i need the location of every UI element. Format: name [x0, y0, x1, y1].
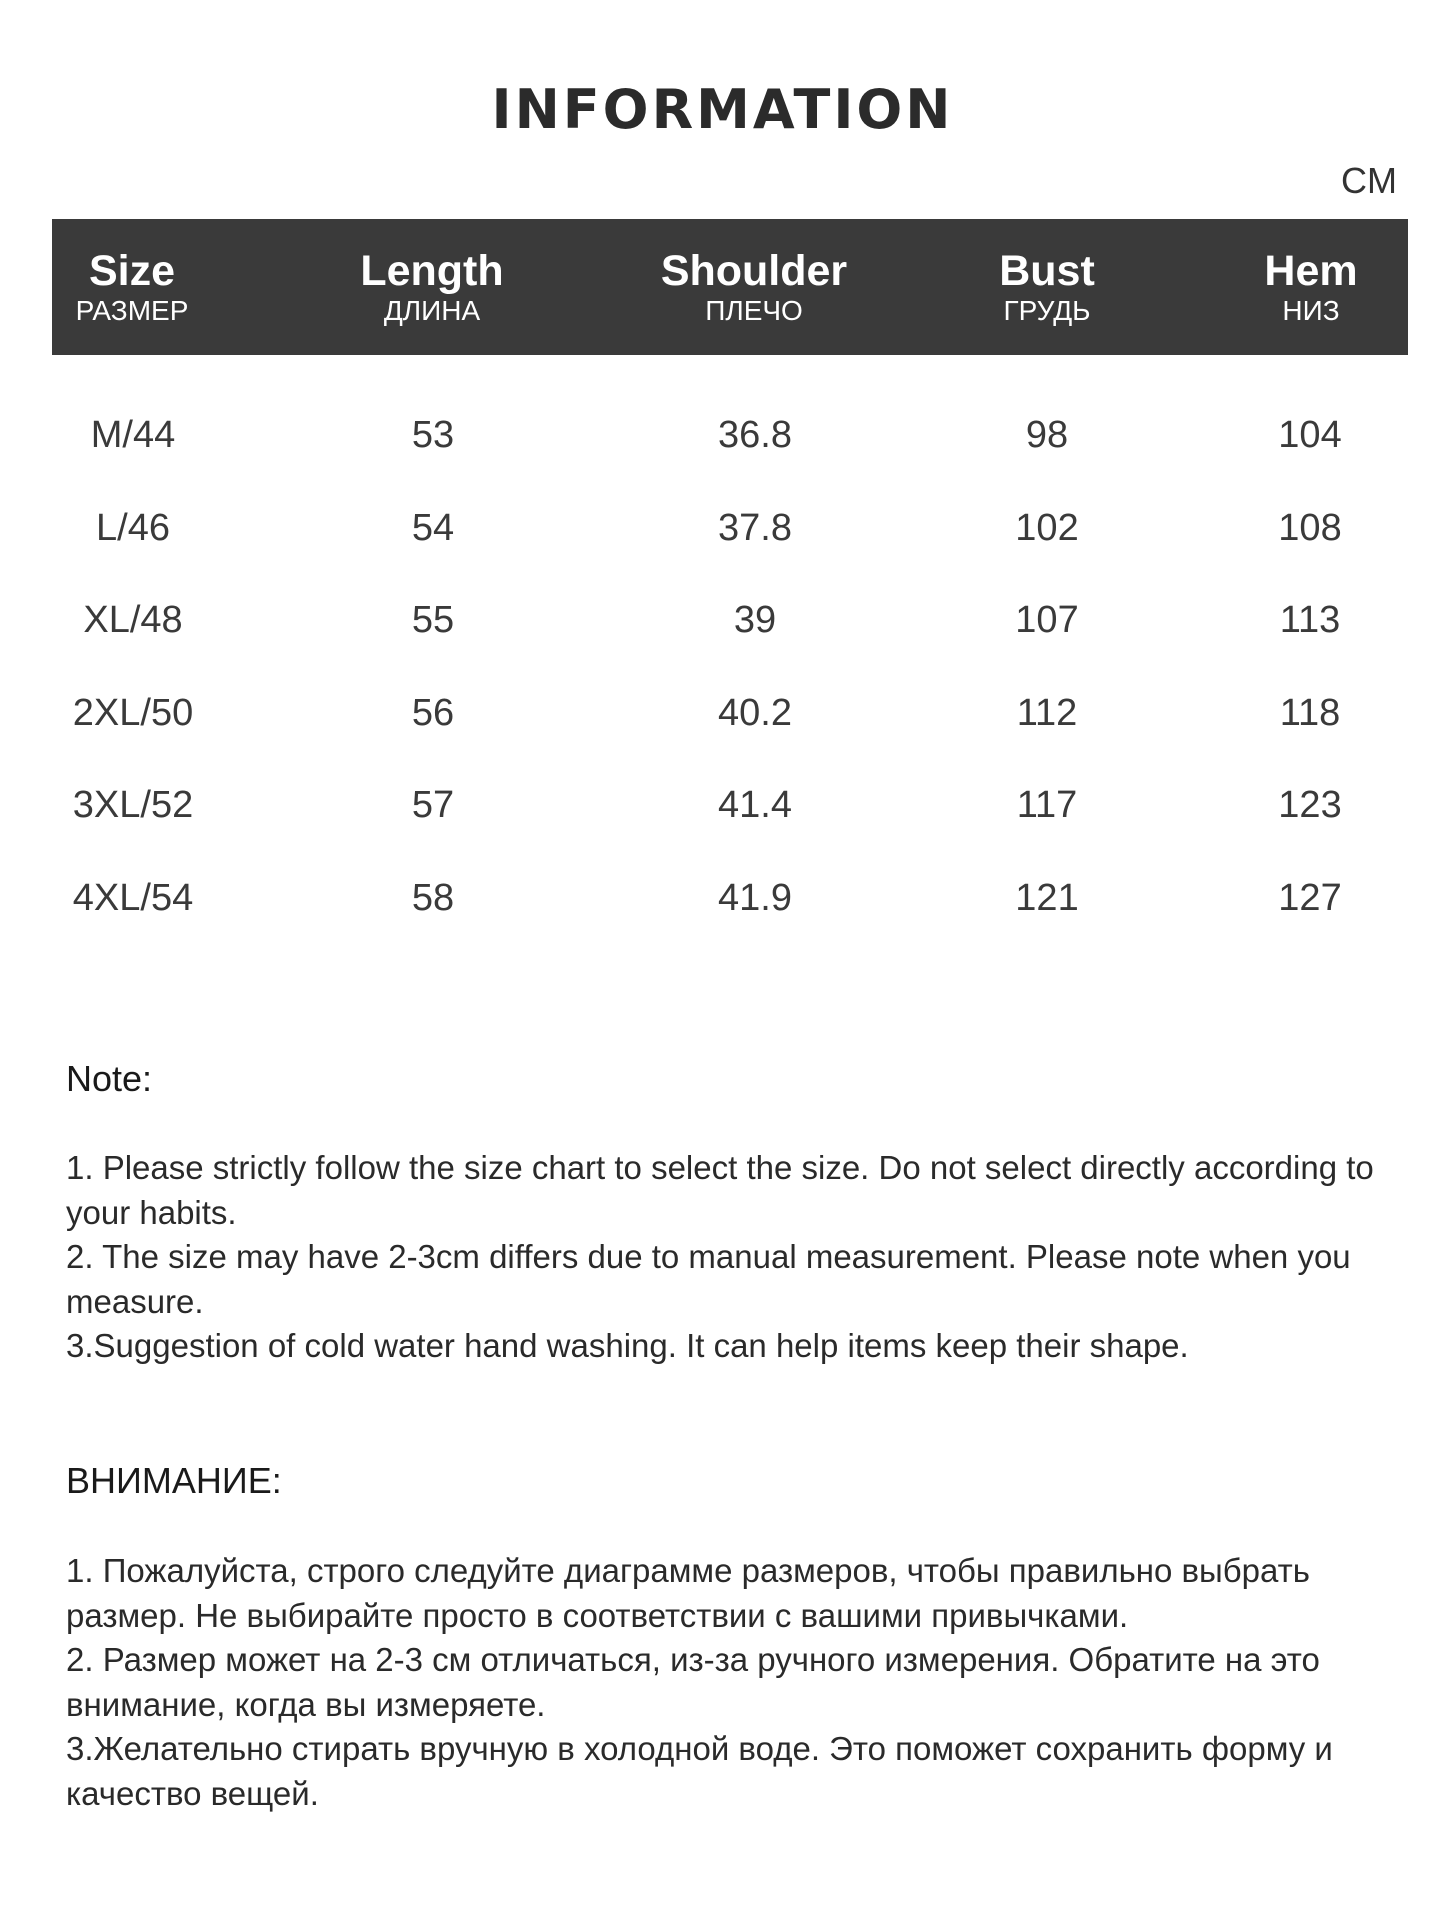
column-header-hem	[1264, 247, 1357, 327]
cell-shoulder: 37.8	[718, 506, 792, 549]
column-header-shoulder-en: Shoulder	[660, 247, 848, 295]
ru-note-body	[66, 1549, 1406, 1816]
column-header-size-ru: РАЗМЕР	[75, 295, 189, 326]
column-header-shoulder	[661, 247, 847, 327]
cell-bust: 107	[1015, 599, 1079, 642]
table-row	[0, 595, 1445, 688]
cell-length: 58	[411, 876, 455, 919]
cell-hem: 108	[1278, 506, 1342, 549]
column-header-bust	[999, 247, 1095, 327]
column-header-length	[360, 247, 503, 327]
cell-length: 53	[411, 414, 455, 456]
cell-shoulder: 41.4	[718, 784, 792, 827]
table-row	[0, 873, 1445, 966]
note-item: 3.Suggestion of cold water hand washing. It can help items keep their shape.	[66, 1327, 1189, 1364]
cell-bust: 102	[1015, 506, 1079, 549]
cell-bust: 121	[1015, 876, 1079, 919]
cell-shoulder: 39	[733, 599, 777, 642]
cell-hem: 113	[1279, 599, 1341, 642]
size-table-header	[52, 219, 1408, 355]
column-header-length-en: Length	[360, 247, 504, 295]
ru-note-item: 1. Пожалуйста, строго следуйте диаграмме размеров, чтобы правильно выбрать размер. Не выбирайте просто в соответствии с вашими привычками.	[66, 1552, 1310, 1634]
unit-label: CM	[1341, 160, 1397, 201]
cell-bust: 117	[1016, 784, 1078, 827]
cell-shoulder: 36.8	[718, 414, 792, 456]
size-table-body	[0, 410, 1445, 966]
cell-size: 4XL/54	[72, 876, 194, 919]
ru-note-item: 3.Желательно стирать вручную в холодной воде. Это поможет сохранить форму и качество вещей.	[66, 1730, 1333, 1812]
table-row	[0, 688, 1445, 781]
column-header-hem-ru: НИЗ	[1282, 295, 1340, 326]
cell-bust: 98	[1025, 414, 1069, 456]
cell-hem: 127	[1278, 876, 1342, 919]
cell-shoulder: 40.2	[718, 691, 792, 734]
table-row	[0, 503, 1445, 596]
cell-length: 56	[411, 691, 455, 734]
cell-size: 3XL/52	[72, 784, 194, 827]
cell-shoulder: 41.9	[718, 876, 792, 919]
table-row	[0, 780, 1445, 873]
cell-hem: 123	[1278, 784, 1342, 827]
cell-length: 57	[411, 784, 455, 827]
column-header-size	[76, 247, 189, 327]
cell-hem: 104	[1278, 414, 1342, 456]
ru-note-title: ВНИМАНИЕ:	[66, 1460, 282, 1501]
column-header-bust-en: Bust	[999, 247, 1095, 295]
cell-size: XL/48	[83, 599, 183, 642]
page-title: INFORMATION	[491, 78, 954, 141]
column-header-hem-en: Hem	[1264, 247, 1358, 295]
column-header-length-ru: ДЛИНА	[383, 295, 481, 326]
column-header-shoulder-ru: ПЛЕЧО	[705, 295, 803, 326]
cell-length: 55	[411, 599, 455, 642]
table-row	[0, 410, 1445, 503]
cell-size: M/44	[90, 414, 176, 456]
note-item: 2. The size may have 2-3cm differs due to manual measurement. Please note when you measure.	[66, 1238, 1351, 1320]
note-body	[66, 1146, 1396, 1369]
column-header-size-en: Size	[88, 247, 176, 295]
note-item: 1. Please strictly follow the size chart to select the size. Do not select directly according to your habits.	[66, 1149, 1374, 1231]
ru-note-item: 2. Размер может на 2-3 см отличаться, из-за ручного измерения. Обратите на это внимание, когда вы измеряете.	[66, 1641, 1320, 1723]
cell-length: 54	[411, 506, 455, 549]
cell-size: L/46	[96, 506, 170, 549]
note-title: Note:	[66, 1058, 153, 1099]
column-header-bust-ru: ГРУДЬ	[1003, 295, 1091, 326]
cell-bust: 112	[1016, 691, 1078, 734]
cell-hem: 118	[1279, 691, 1341, 734]
cell-size: 2XL/50	[72, 691, 194, 734]
